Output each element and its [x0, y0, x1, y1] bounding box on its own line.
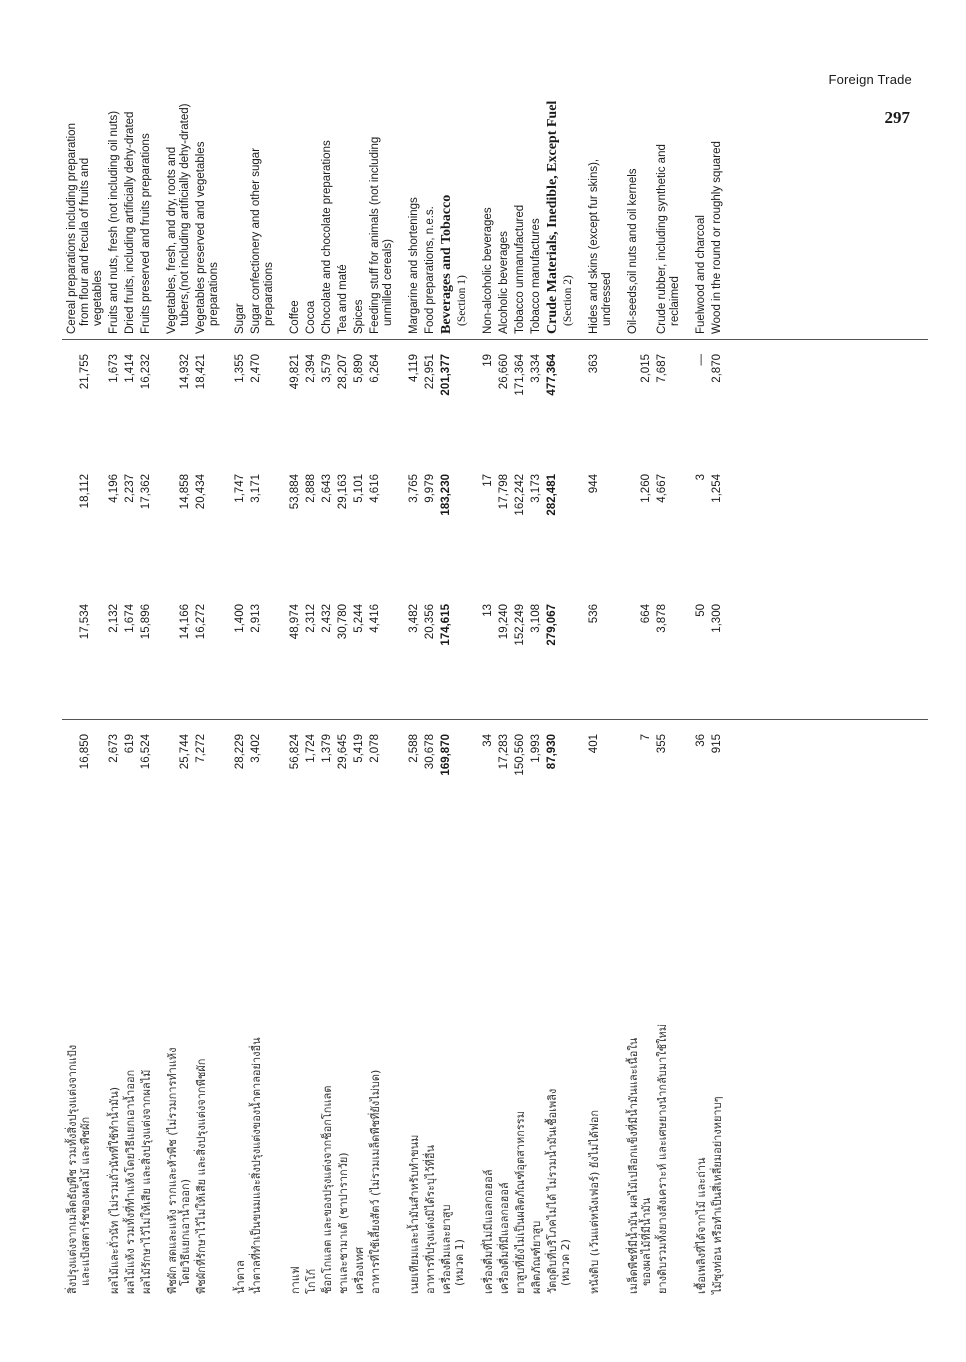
- table-cell: 162,242: [514, 474, 526, 516]
- table-cell: (หมวด 2): [559, 1239, 572, 1286]
- table-cell: Crude Materials, Inedible, Except Fuel: [545, 100, 560, 334]
- table-cell: 34: [482, 734, 494, 747]
- table-cell: 2,432: [321, 604, 333, 633]
- table-cell: Wood in the round or roughly squared: [711, 141, 723, 334]
- table-cell: 1,254: [711, 474, 723, 503]
- table-cell: 1,993: [530, 734, 542, 763]
- year-1-column: [58, 720, 928, 880]
- table-cell: Non-alcoholic beverages: [482, 207, 494, 334]
- table-cell: 7,272: [195, 734, 207, 763]
- table-cell: tubers,(not including artificially dehy-drated): [179, 103, 191, 326]
- table-cell: โดยวิธีแยกเอาน้ำออก): [179, 1179, 192, 1286]
- table-cell: หนังดิบ (เว้นแต่หนังเฟอร์) ยังไม่ได้ฟอก: [588, 1109, 601, 1294]
- table-cell: กาแฟ: [289, 1266, 302, 1294]
- table-cell: Fruits preserved and fruits preparations: [140, 133, 152, 334]
- table-cell: 5,419: [353, 734, 365, 763]
- table-cell: 2,888: [305, 474, 317, 503]
- table-cell: (Section 2): [562, 275, 574, 326]
- table-cell: 56,824: [289, 734, 301, 770]
- table-cell: Fruits and nuts, fresh (not including oil nuts): [108, 110, 120, 334]
- table-cell: Tobacco manufactures: [530, 218, 542, 334]
- table-cell: สิ่งปรุงแต่งจากเมล็ดธัญพืช รวมทั้งสิ่งปรุงแต่งจากแป้ง: [66, 1044, 79, 1294]
- table-cell: Vegetables, fresh, and dry, roots and: [166, 146, 178, 334]
- table-cell: Vegetables preserved and vegetables: [195, 141, 207, 334]
- table-cell: 355: [656, 734, 668, 754]
- table-cell: 5,244: [353, 604, 365, 633]
- table-cell: 1,724: [305, 734, 317, 763]
- year-3-column: [58, 460, 928, 590]
- table-cell: 1,673: [108, 354, 120, 383]
- table-cell: น้ำตาลที่ทำเป็นขนมและสิ่งปรุงแต่งของน้ำตาลอย่างอื่น: [250, 1037, 263, 1294]
- table-cell: Alcoholic beverages: [498, 231, 510, 334]
- table-cell: 536: [588, 604, 600, 624]
- table-cell: 1,747: [234, 474, 246, 503]
- table-cell: 1,300: [711, 604, 723, 633]
- table-cell: 664: [640, 604, 652, 624]
- column-divider: [62, 339, 928, 340]
- table-cell: 2,078: [369, 734, 381, 763]
- table-cell: Spices: [353, 299, 365, 334]
- table-cell: อาหารที่ปรุงแต่งมิได้ระบุไว้ที่อื่น: [424, 1144, 437, 1294]
- table-cell: ของผลไม้ที่มีน้ำมัน: [640, 1197, 653, 1286]
- table-cell: 2,015: [640, 354, 652, 383]
- table-cell: Fuelwood and charcoal: [695, 215, 707, 334]
- table-cell: 4,196: [108, 474, 120, 503]
- table-cell: preparations: [208, 262, 220, 326]
- table-cell: 3,108: [530, 604, 542, 633]
- table-cell: 3: [695, 474, 707, 481]
- table-cell: ยาสูบที่ยังไม่เป็นผลิตภัณฑ์อุตสาหกรรม: [514, 1111, 527, 1294]
- table-cell: 17,534: [79, 604, 91, 640]
- table-cell: 944: [588, 474, 600, 494]
- table-cell: ผลไม้รักษาไว้ไม่ให้เสีย และสิ่งปรุงแต่งจากผลไม้: [140, 1069, 153, 1294]
- table-cell: 282,481: [546, 474, 558, 516]
- table-cell: Sugar: [234, 303, 246, 334]
- table-cell: 16,272: [195, 604, 207, 640]
- table-cell: 3,402: [250, 734, 262, 763]
- table-cell: 18,421: [195, 354, 207, 390]
- table-cell: 17,283: [498, 734, 510, 770]
- table-cell: 14,932: [179, 354, 191, 390]
- table-cell: 14,858: [179, 474, 191, 510]
- table-cell: Oil-seeds,oil nuts and oil kernels: [627, 168, 639, 334]
- table-cell: 3,482: [408, 604, 420, 633]
- table-cell: 201,377: [440, 354, 452, 396]
- table-cell: 2,870: [711, 354, 723, 383]
- table-cell: 15,896: [140, 604, 152, 640]
- table-cell: 30,678: [424, 734, 436, 770]
- table-cell: 18,112: [79, 474, 91, 509]
- table-cell: เชื้อเพลิงที่ได้จากไม้ และถ่าน: [695, 1157, 708, 1294]
- year-4-column: [58, 340, 928, 460]
- table-cell: 20,356: [424, 604, 436, 640]
- table-cell: เนยเทียมและน้ำมันสำหรับทำขนม: [408, 1134, 421, 1294]
- table-cell: Cocoa: [305, 300, 317, 334]
- table-cell: 279,067: [546, 604, 558, 646]
- table-cell: preparations: [263, 262, 275, 326]
- table-cell: 30,780: [337, 604, 349, 640]
- table-cell: 17,798: [498, 474, 510, 510]
- table-cell: 14,166: [179, 604, 191, 640]
- table-cell: 9,979: [424, 474, 436, 503]
- table-cell: 7,687: [656, 354, 668, 383]
- table-cell: ช็อกโกแลต และของปรุงแต่งจากช็อกโกแลต: [321, 1085, 334, 1294]
- table-cell: 1,414: [124, 354, 136, 383]
- table-cell: 36: [695, 734, 707, 747]
- table-cell: 3,173: [530, 474, 542, 503]
- table-cell: 28,207: [337, 354, 349, 390]
- table-cell: 2,394: [305, 354, 317, 383]
- table-cell: 3,171: [250, 474, 262, 503]
- table-cell: unmilled cereals): [382, 239, 394, 326]
- table-cell: 363: [588, 354, 600, 374]
- table-cell: Chocolate and chocolate preparations: [321, 140, 333, 334]
- table-cell: 3,579: [321, 354, 333, 383]
- table-cell: 2,913: [250, 604, 262, 633]
- page-number: 297: [884, 108, 910, 127]
- table-cell: 29,163: [337, 474, 349, 510]
- table-cell: เครื่องดื่มที่ไม่มีแอลกอฮอล์: [482, 1169, 495, 1294]
- table-cell: ผลไม้แห้ง รวมทั้งที่ทำแห้งโดยวิธีแยกเอาน้ำออก: [124, 1069, 137, 1294]
- table-cell: 48,974: [289, 604, 301, 640]
- table-cell: ผลไม้และถั่วนัท (ไม่รวมถั่วนัทที่ใช้ทำน้ำมัน): [108, 1086, 121, 1294]
- table-cell: 4,119: [408, 354, 420, 382]
- table-cell: 183,230: [440, 474, 452, 516]
- table-cell: 2,673: [108, 734, 120, 763]
- table-cell: reclaimed: [669, 276, 681, 326]
- table-cell: ชาและชามาเต้ (ชาปารากวัย): [337, 1152, 350, 1294]
- table-cell: 21,755: [79, 354, 91, 390]
- table-cell: 16,232: [140, 354, 152, 390]
- table-cell: โกโก้: [305, 1268, 318, 1294]
- table-cell: 5,890: [353, 354, 365, 383]
- year-2-column: [58, 590, 928, 720]
- table-cell: วัตถุดิบที่บริโภคไม่ได้ ไม่รวมน้ำมันเชื้อเพลิง: [546, 1088, 559, 1294]
- table-cell: vegetables: [92, 270, 104, 326]
- table-cell: 4,667: [656, 474, 668, 503]
- table-cell: from flour and fecula of fruits and: [79, 157, 91, 326]
- table-cell: 401: [588, 734, 600, 754]
- table-cell: เมล็ดพืชที่มีน้ำมัน ผลไม้เปลือกแข็งที่มีน้ำมันและเนื้อใน: [627, 1037, 640, 1294]
- table-cell: Crude rubber, including synthetic and: [656, 144, 668, 334]
- section-title: Foreign Trade: [828, 72, 912, 87]
- table-cell: 19,240: [498, 604, 510, 640]
- table-cell: 17: [482, 474, 494, 487]
- table-cell: 477,364: [546, 354, 558, 396]
- table-cell: 915: [711, 734, 723, 754]
- table-cell: 50: [695, 604, 707, 617]
- rotated-table: [58, 80, 928, 1300]
- table-cell: 2,643: [321, 474, 333, 503]
- table-cell: เครื่องเทศ: [353, 1247, 366, 1294]
- table-cell: 174,615: [440, 604, 452, 646]
- table-cell: 1,379: [321, 734, 333, 763]
- table-cell: 49,821: [289, 354, 301, 390]
- table-cell: เครื่องดื่มและยาสูบ: [440, 1204, 453, 1294]
- table-cell: 1,355: [234, 354, 246, 383]
- table-cell: 2,132: [108, 604, 120, 633]
- table-cell: 7: [640, 734, 652, 741]
- table-cell: Margarine and shortenings: [408, 197, 420, 334]
- table-cell: Hides and skins (except fur skins),: [588, 158, 600, 334]
- table-cell: 1,674: [124, 604, 136, 633]
- table-cell: 2,237: [124, 474, 136, 503]
- table-cell: Cereal preparations including preparation: [66, 123, 78, 334]
- table-cell: 4,416: [369, 604, 381, 633]
- table-cell: 26,660: [498, 354, 510, 390]
- table-cell: 87,930: [546, 734, 558, 770]
- table-cell: Sugar confectionery and other sugar: [250, 147, 262, 334]
- table-cell: 150,560: [514, 734, 526, 776]
- table-cell: 25,744: [179, 734, 191, 770]
- table-cell: 2,588: [408, 734, 420, 763]
- table-cell: Tobacco unmanufactured: [514, 204, 526, 334]
- table-cell: 3,878: [656, 604, 668, 633]
- table-cell: 20,434: [195, 474, 207, 510]
- table-cell: 171,364: [514, 354, 526, 396]
- table-cell: ผลิตภัณฑ์ยาสูบ: [530, 1220, 543, 1294]
- table-cell: 19: [482, 354, 494, 367]
- table-cell: undressed: [601, 272, 613, 326]
- column-divider: [62, 719, 928, 720]
- table-cell: น้ำตาล: [234, 1260, 247, 1294]
- table-cell: Dried fruits, including artificially dehy-drated: [124, 111, 136, 334]
- table-cell: Feeding stuff for animals (not including: [369, 136, 381, 334]
- table-cell: (หมวด 1): [453, 1239, 466, 1286]
- table-cell: Tea and maté: [337, 264, 349, 334]
- table-cell: 53,884: [289, 474, 301, 510]
- table-cell: —: [695, 354, 707, 366]
- table-cell: 28,229: [234, 734, 246, 770]
- table-cell: 1,400: [234, 604, 246, 633]
- table-cell: อาหารที่ใช้เลี้ยงสัตว์ (ไม่รวมเมล็ดพืชที่ยังไม่บด): [369, 1069, 382, 1294]
- table-cell: ยางดิบรวมทั้งยางสังเคราะห์ และเศษยางนำกลับมาใช้ใหม่: [656, 1024, 669, 1294]
- table-cell: 16,850: [79, 734, 91, 770]
- table-cell: 1,260: [640, 474, 652, 503]
- table-cell: 2,312: [305, 604, 317, 633]
- table-cell: 5,101: [353, 474, 365, 503]
- table-cell: 2,470: [250, 354, 262, 383]
- table-cell: 152,249: [514, 604, 526, 646]
- table-cell: พืชผัก สดและแห้ง รากและหัวพืช (ไม่รวมการทำแห้ง: [166, 1047, 179, 1294]
- table-cell: และแป้งสตาร์ชของผลไม้ และพืชผัก: [79, 1116, 92, 1286]
- table-cell: Coffee: [289, 300, 301, 334]
- table-cell: (Section 1): [456, 275, 468, 326]
- thai-label-column: [58, 880, 928, 1300]
- english-label-column: [58, 80, 928, 340]
- table-cell: 16,524: [140, 734, 152, 770]
- table-cell: 169,870: [440, 734, 452, 776]
- table-cell: 29,645: [337, 734, 349, 770]
- table-cell: เครื่องดื่มที่มีแอลกอฮอล์: [498, 1182, 511, 1294]
- table-cell: Beverages and Tobacco: [439, 194, 454, 334]
- table-cell: 13: [482, 604, 494, 617]
- table-cell: Food preparations, n.e.s.: [424, 206, 436, 334]
- table-cell: ไม้ซุงท่อน หรือทำเป็นสี่เหลี่ยมอย่างหยาบๆ: [711, 1096, 724, 1294]
- table-cell: 6,264: [369, 354, 381, 383]
- table-cell: 17,362: [140, 474, 152, 510]
- table-cell: 3,765: [408, 474, 420, 503]
- table-cell: 4,616: [369, 474, 381, 503]
- table-cell: 22,951: [424, 354, 436, 390]
- table-cell: พืชผักที่รักษาไว้ไม่ให้เสีย และสิ่งปรุงแต่งจากพืชผัก: [195, 1058, 208, 1294]
- table-cell: 3,334: [530, 354, 542, 383]
- table-cell: 619: [124, 734, 136, 754]
